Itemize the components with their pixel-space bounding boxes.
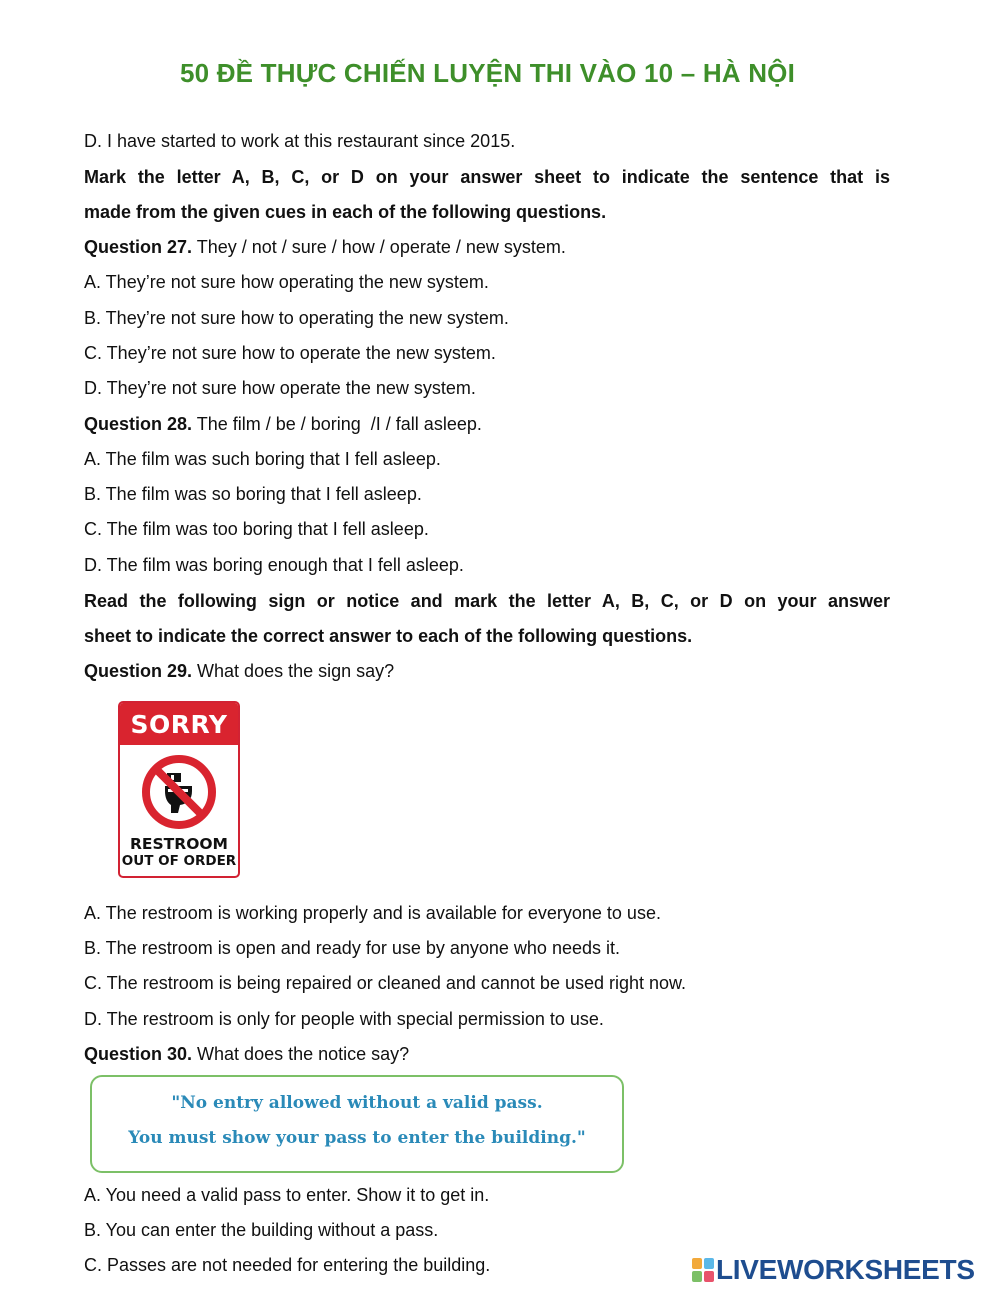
question-28 (84, 413, 890, 435)
q27-option-b[interactable]: B. They’re not sure how to operating the new system. (84, 308, 509, 328)
logo-text: LIVEWORKSHEETS (716, 1254, 975, 1285)
q27-option-c[interactable]: C. They’re not sure how to operate the new system. (84, 343, 496, 363)
q28-option-b[interactable]: B. The film was so boring that I fell asleep. (84, 484, 422, 504)
q30-option-c[interactable]: C. Passes are not needed for entering the building. (84, 1255, 491, 1275)
question-27 (84, 236, 890, 258)
pass-notice-box (90, 1075, 624, 1173)
q30-option-a[interactable]: A. You need a valid pass to enter. Show it to get in. (84, 1185, 490, 1205)
q28-option-c[interactable]: C. The film was too boring that I fell asleep. (84, 519, 429, 539)
q29-option-b[interactable]: B. The restroom is open and ready for use by anyone who needs it. (84, 938, 620, 958)
question-29-label: Question 29. (84, 661, 193, 681)
q29-option-d[interactable]: D. The restroom is only for people with special permission to use. (84, 1009, 604, 1029)
liveworksheets-logo-icon (692, 1258, 714, 1282)
prev-question-option-d: D. I have started to work at this restaurant since 2015. (84, 131, 516, 151)
q30-option-b[interactable]: B. You can enter the building without a pass. (84, 1220, 439, 1240)
question-30-text: What does the notice say? (197, 1044, 410, 1064)
no-toilet-icon (140, 753, 218, 831)
q27-option-d[interactable]: D. They’re not sure how operate the new system. (84, 378, 476, 398)
q28-option-d[interactable]: D. The film was boring enough that I fell asleep. (84, 555, 464, 575)
question-28-label: Question 28. (84, 414, 193, 434)
question-29 (84, 660, 890, 682)
page-title: 50 ĐỀ THỰC CHIẾN LUYỆN THI VÀO 10 – HÀ NỘI (179, 58, 796, 88)
question-30-label: Question 30. (84, 1044, 193, 1064)
question-27-label: Question 27. (84, 237, 193, 257)
sign-restroom-label: RESTROOM (130, 835, 228, 853)
liveworksheets-logo (692, 1255, 975, 1285)
instruction-cues-line2: made from the given cues in each of the following questions. (84, 202, 607, 222)
notice-line-1: "No entry allowed without a valid pass. (171, 1093, 543, 1113)
q29-option-a[interactable]: A. The restroom is working properly and is available for everyone to use. (84, 903, 661, 923)
instruction-sign-line2: sheet to indicate the correct answer to each of the following questions. (84, 626, 693, 646)
sign-header: SORRY (120, 703, 238, 745)
question-27-text: They / not / sure / how / operate / new system. (196, 237, 566, 257)
q27-option-a[interactable]: A. They’re not sure how operating the new system. (84, 272, 489, 292)
instruction-sign-line1: Read the following sign or notice and mark the letter A, B, C, or D on your answer (84, 591, 890, 611)
question-30 (84, 1043, 890, 1065)
sign-out-of-order-label: OUT OF ORDER (121, 853, 237, 869)
question-29-text: What does the sign say? (197, 661, 395, 681)
notice-line-2: You must show your pass to enter the building." (128, 1128, 586, 1148)
question-28-text: The film / be / boring /I / fall asleep. (196, 414, 482, 434)
q28-option-a[interactable]: A. The film was such boring that I fell asleep. (84, 449, 441, 469)
instruction-cues-line1: Mark the letter A, B, C, or D on your answer sheet to indicate the sentence that is (84, 167, 890, 187)
q29-option-c[interactable]: C. The restroom is being repaired or cleaned and cannot be used right now. (84, 973, 687, 993)
restroom-sign-image (118, 701, 240, 878)
